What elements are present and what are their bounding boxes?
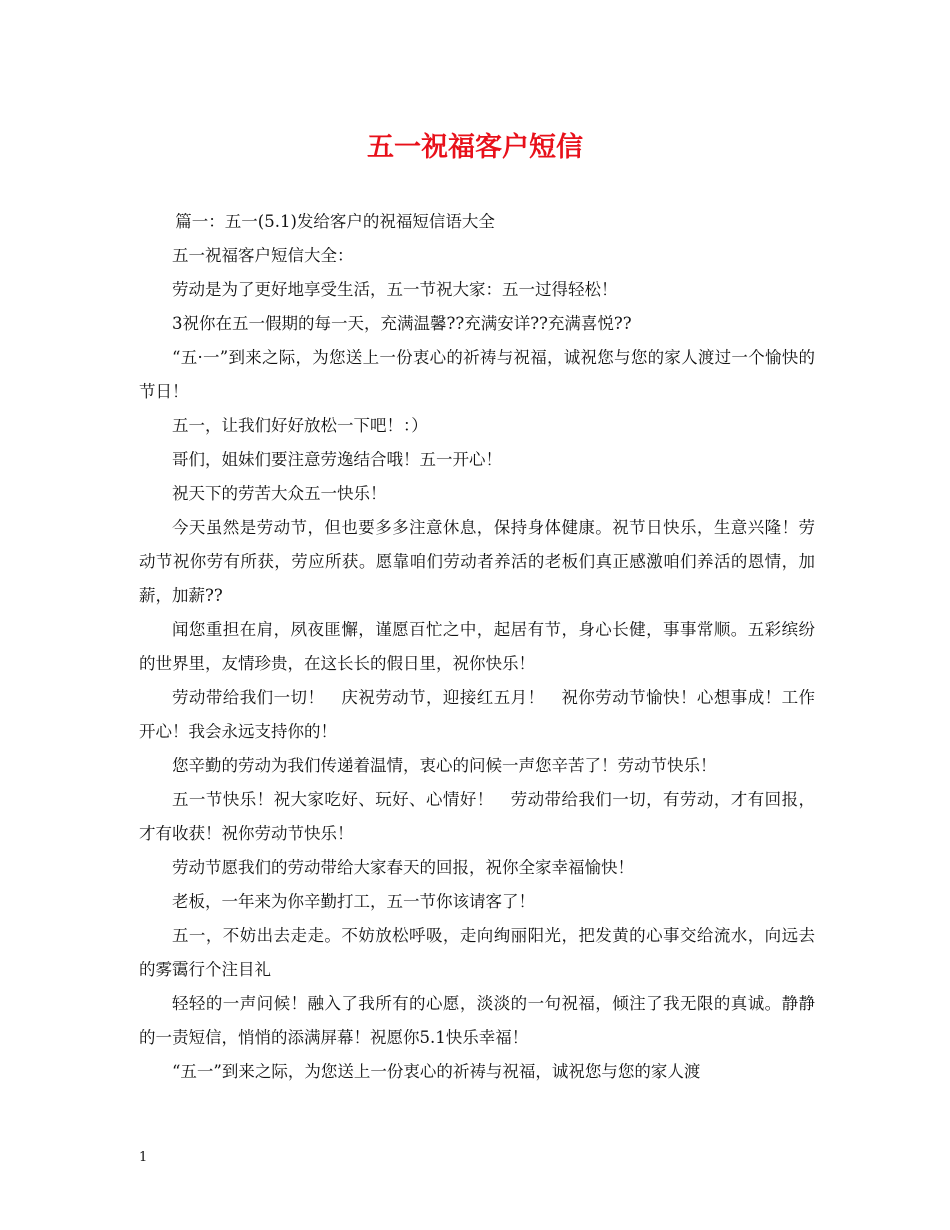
document-body — [139, 205, 815, 1089]
document-title: 五一祝福客户短信 — [367, 132, 583, 163]
page-number: 1 — [139, 1150, 148, 1165]
paragraph: 3祝你在五一假期的每一天，充满温馨??充满安详??充满喜悦?? — [172, 314, 632, 333]
paragraph: 五一祝福客户短信大全： — [172, 246, 354, 265]
paragraph: 老板，一年来为你辛勤打工，五一节你该请客了！ — [172, 892, 535, 911]
paragraph: 劳动带给我们一切！ 庆祝劳动节，迎接红五月！ 祝你劳动节愉快！心想事成！工作开心！我会永远支持你的！ — [139, 688, 815, 741]
paragraph: “五一”到来之际，为您送上一份衷心的祈祷与祝福，诚祝您与您的家人渡 — [172, 1062, 701, 1081]
paragraph: 祝天下的劳苦大众五一快乐！ — [172, 484, 387, 503]
paragraph: 轻轻的一声问候！融入了我所有的心愿，淡淡的一句祝福，倾注了我无限的真诚。静静的一责短信，悄悄的添满屏幕！祝愿你5.1快乐幸福！ — [139, 994, 815, 1047]
paragraph: 哥们，姐妹们要注意劳逸结合哦！五一开心！ — [172, 450, 502, 469]
paragraph: 劳动是为了更好地享受生活，五一节祝大家：五一过得轻松！ — [172, 280, 618, 299]
paragraph: 篇一：五一(5.1)发给客户的祝福短信语大全 — [175, 212, 495, 231]
paragraph: 今天虽然是劳动节，但也要多多注意休息，保持身体健康。祝节日快乐，生意兴隆！劳动节祝你劳有所获，劳应所获。愿靠咱们劳动者养活的老板们真正感激咱们养活的恩情，加薪，加薪?? — [139, 518, 815, 605]
paragraph: 您辛勤的劳动为我们传递着温情，衷心的问候一声您辛苦了！劳动节快乐！ — [172, 756, 717, 775]
paragraph: 五一，不妨出去走走。不妨放松呼吸，走向绚丽阳光，把发黄的心事交给流水，向远去的雾霭行个注目礼 — [139, 926, 815, 979]
paragraph: “五·一”到来之际，为您送上一份衷心的祈祷与祝福，诚祝您与您的家人渡过一个愉快的节日！ — [139, 348, 815, 401]
paragraph: 五一节快乐！祝大家吃好、玩好、心情好！ 劳动带给我们一切，有劳动，才有回报，才有收获！祝你劳动节快乐！ — [139, 790, 815, 843]
paragraph: 闻您重担在肩，夙夜匪懈，谨愿百忙之中，起居有节，身心长健，事事常顺。五彩缤纷的世界里，友情珍贵，在这长长的假日里，祝你快乐！ — [139, 620, 815, 673]
paragraph: 五一，让我们好好放松一下吧！：） — [172, 416, 428, 435]
paragraph: 劳动节愿我们的劳动带给大家春天的回报，祝你全家幸福愉快！ — [172, 858, 634, 877]
